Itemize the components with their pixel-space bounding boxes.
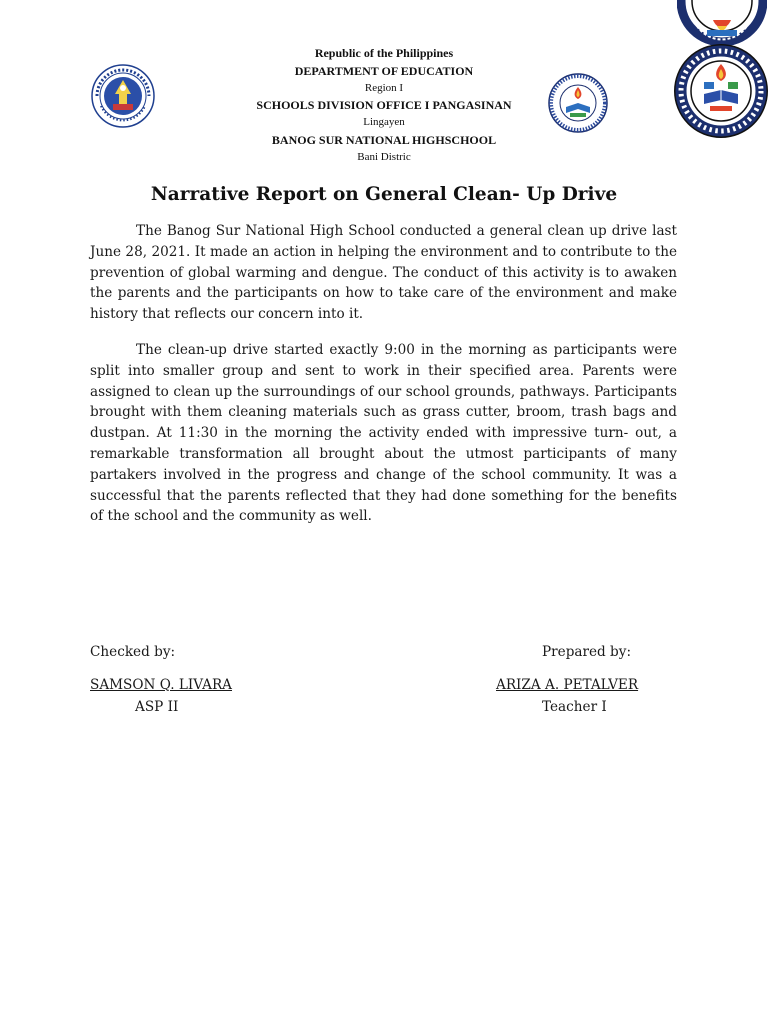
header-school: BANOG SUR NATIONAL HIGHSCHOOL [271, 133, 497, 147]
checked-by-label: Checked by: [90, 644, 176, 660]
header-district: Bani Distric [357, 151, 411, 163]
checked-by-position: ASP II [135, 699, 179, 715]
body-paragraph-2: The clean-up drive started exactly 9:00 in the morning as participants were split into smaller group and sent to work in their specified area. Parents were assigned to clean up the surroundings of our school grounds, pathways. Participants brought with them cleaning materials such as grass cutter, broom, trash bags and dustpan. At 11:30 in the morning the activity ended with impressive turn- out, a remarkable transformation all brought about the utmost participants of many partakers involved in the progress and change of the school community. It was a successful that the parents reflected that they had done something for the benefits of the school and the community as well. [90, 342, 677, 525]
header-city: Lingayen [363, 116, 405, 128]
report-title: Narrative Report on General Clean- Up Drive [150, 184, 618, 205]
checked-by-name: SAMSON Q. LIVARA [90, 677, 232, 693]
prepared-by-label: Prepared by: [542, 644, 632, 660]
header-republic: Republic of the Philippines [314, 46, 454, 60]
body-paragraph-1: The Banog Sur National High School conducted a general clean up drive last June 28, 2021. It made an action in helping the environment and to contribute to the prevention of global warming and dengue. The conduct of this activity is to awaken the parents and the participants on how to take care of the environment and make history that reflects our concern into it. [90, 223, 677, 323]
header-division: SCHOOLS DIVISION OFFICE I PANGASINAN [256, 98, 512, 112]
division-seal-cropped-logo [677, 0, 767, 46]
prepared-by-name: ARIZA A. PETALVER [496, 677, 639, 693]
header-department: DEPARTMENT OF EDUCATION [294, 64, 474, 78]
prepared-by-position: Teacher I [542, 699, 607, 715]
header-region: Region I [364, 82, 404, 94]
